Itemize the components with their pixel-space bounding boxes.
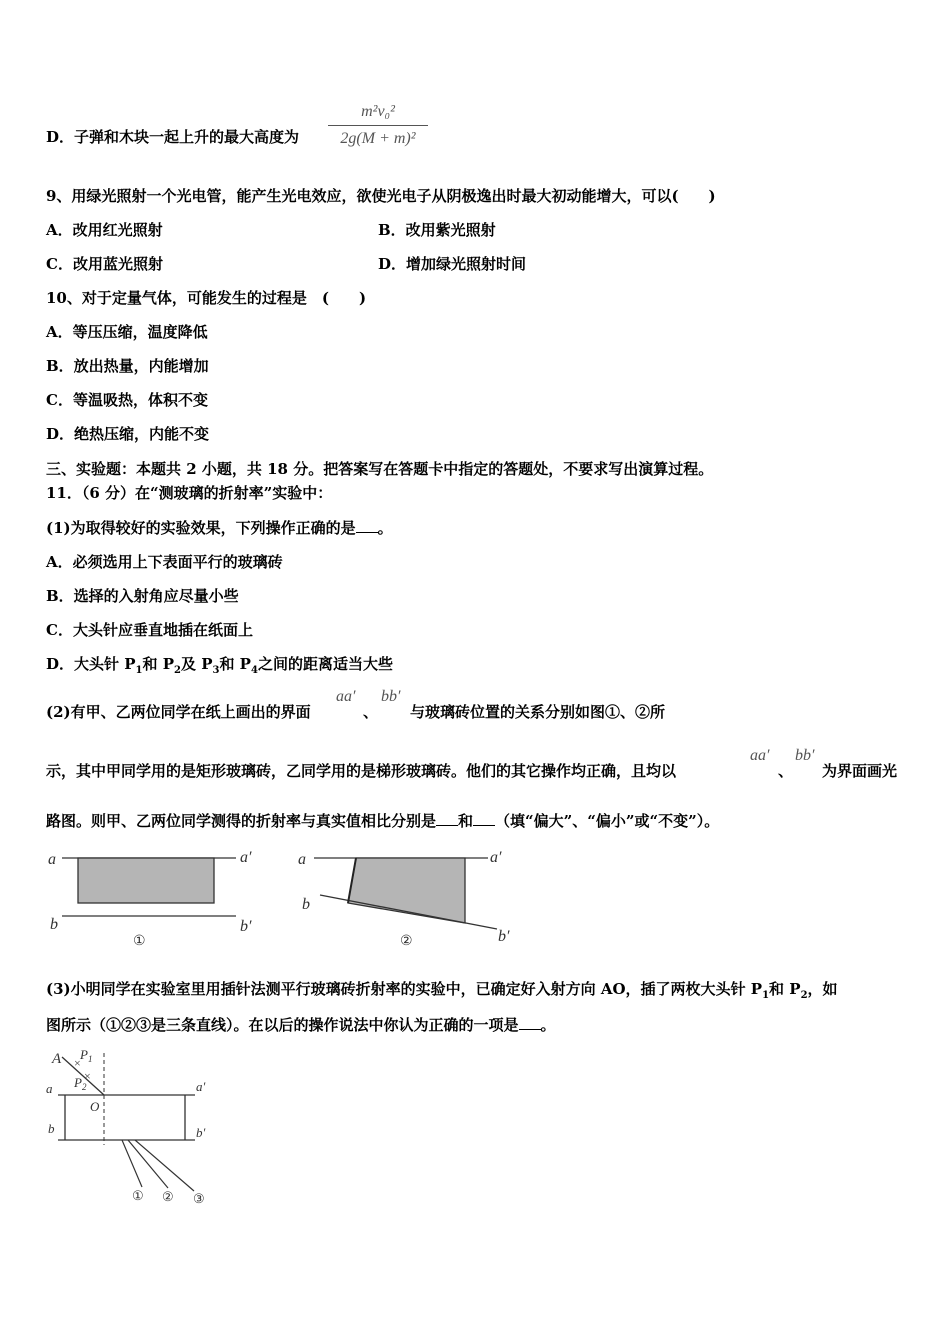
svg-text:×: × bbox=[74, 1056, 81, 1070]
label-a-prime: a′ bbox=[240, 849, 252, 866]
svg-text:P1 bbox=[79, 1047, 92, 1064]
q11-part2-line2b: 为界面画光 bbox=[822, 762, 898, 780]
q9-option-c: C．改用蓝光照射 bbox=[46, 255, 163, 273]
p2-text1: 路图。则甲、乙两位同学测得的折射率与真实值相比分别是 bbox=[46, 812, 437, 830]
q11-part1-option-a: A．必须选用上下表面平行的玻璃砖 bbox=[46, 553, 283, 571]
q11-stem: 11．（6 分）在“测玻璃的折射率”实验中： bbox=[46, 484, 333, 502]
frac-denominator: 2g(M + m)² bbox=[340, 130, 416, 147]
label-b: b bbox=[50, 916, 58, 933]
p2-text2: 和 bbox=[458, 812, 474, 830]
q11-part2-line3 bbox=[46, 810, 719, 832]
label-a: a bbox=[46, 1081, 53, 1096]
q9-stem: 9、用绿光照射一个光电管，能产生光电效应，欲使光电子从阴极逸出时最大初动能增大，可以( ) bbox=[46, 187, 716, 205]
answer-blank-3 bbox=[519, 1015, 541, 1030]
p2-text3: （填“偏大”、“偏小”或“不变”）。 bbox=[495, 812, 720, 830]
label-a-prime: a′ bbox=[196, 1079, 206, 1094]
figure-2-number: ② bbox=[400, 934, 413, 949]
p3-text4: 图所示（①②③是三条直线）。在以后的操作说法中你认为正确的一项是 bbox=[46, 1016, 519, 1034]
label-a: a bbox=[298, 851, 306, 868]
q11-part3-line1 bbox=[46, 978, 838, 1007]
q8-option-d bbox=[46, 126, 299, 148]
q8-fraction bbox=[328, 102, 428, 149]
q11-part2-line2: 示，其中甲同学用的是矩形玻璃砖，乙同学用的是梯形玻璃砖。他们的其它操作均正确，且均以 bbox=[46, 762, 677, 780]
label-a-prime: a′ bbox=[490, 849, 502, 866]
line-1 bbox=[122, 1140, 142, 1187]
label-p1-sub: 1 bbox=[87, 1054, 93, 1064]
circle-3: ③ bbox=[193, 1191, 205, 1206]
sub-2: 2 bbox=[174, 665, 181, 676]
q8-option-d-label: D bbox=[46, 128, 60, 146]
p3-text1: (3)小明同学在实验室里用插针法测平行玻璃砖折射率的实验中，已确定好入射方向 AO，插了两枚大头针 P bbox=[46, 980, 763, 998]
interface-bb: bb′ bbox=[381, 688, 401, 705]
q10-option-a: A．等压压缩，温度降低 bbox=[46, 323, 208, 341]
answer-blank-2 bbox=[473, 811, 495, 826]
period: 。 bbox=[377, 519, 393, 537]
sub-1: 1 bbox=[762, 990, 770, 1001]
interface-aa-2: aa′ bbox=[750, 747, 770, 764]
opt-d-post: 之间的距离适当大些 bbox=[257, 655, 393, 673]
answer-blank bbox=[356, 518, 378, 533]
q11-part2-line1a: (2)有甲、乙两位同学在纸上画出的界面 bbox=[46, 703, 311, 721]
q10-option-c: C．等温吸热，体积不变 bbox=[46, 391, 208, 409]
q10-option-d: D．绝热压缩，内能不变 bbox=[46, 425, 210, 443]
sub-2: 2 bbox=[800, 990, 808, 1001]
q9-option-b: B．改用紫光照射 bbox=[378, 221, 496, 239]
q11-part3-line2 bbox=[46, 1014, 556, 1036]
label-A: A bbox=[52, 1051, 62, 1067]
figures-1-2 bbox=[40, 845, 530, 955]
interface-bb-2: bb′ bbox=[795, 747, 815, 764]
separator: 、 bbox=[363, 703, 379, 721]
svg-text:×: × bbox=[84, 1069, 91, 1083]
label-b-prime: b′ bbox=[196, 1125, 206, 1140]
q8-option-d-text: ．子弹和木块一起上升的最大高度为 bbox=[59, 128, 300, 146]
trapezoid-glass-block bbox=[348, 858, 465, 923]
circle-1: ① bbox=[132, 1188, 144, 1203]
sub-3: 3 bbox=[212, 665, 220, 676]
opt-d-mid2: 及 P bbox=[180, 655, 213, 673]
q11-part2-line1b: 与玻璃砖位置的关系分别如图①、②所 bbox=[410, 703, 666, 721]
frac-numerator: m²v₀² bbox=[361, 103, 395, 120]
label-b: b bbox=[302, 896, 310, 913]
p3-text2: 和 P bbox=[769, 980, 801, 998]
figure-1 bbox=[48, 849, 252, 949]
rect-glass-block bbox=[78, 858, 214, 903]
q11-part1-option-c: C．大头针应垂直地插在纸面上 bbox=[46, 621, 253, 639]
answer-blank-1 bbox=[436, 811, 458, 826]
opt-d-mid1: 和 P bbox=[142, 655, 174, 673]
sub-4: 4 bbox=[250, 665, 258, 676]
figure-2 bbox=[298, 849, 510, 949]
q11-part1-text: (1)为取得较好的实验效果，下列操作正确的是 bbox=[46, 519, 356, 537]
q11-part1-option-b: B．选择的入射角应尽量小些 bbox=[46, 587, 239, 605]
label-b: b bbox=[48, 1121, 55, 1136]
p3-text3: ，如 bbox=[807, 980, 838, 998]
label-O: O bbox=[90, 1099, 100, 1114]
figure-1-number: ① bbox=[133, 934, 146, 949]
label-p2-sub: 2 bbox=[81, 1082, 87, 1092]
q11-part1-stem bbox=[46, 517, 393, 539]
opt-d-mid3: 和 P bbox=[219, 655, 251, 673]
label-b-prime: b′ bbox=[240, 918, 252, 935]
interface-aa: aa′ bbox=[336, 688, 356, 705]
q11-part1-option-d bbox=[46, 653, 393, 682]
q9-option-d: D．增加绿光照射时间 bbox=[378, 255, 527, 273]
label-b-prime: b′ bbox=[498, 928, 510, 945]
q10-stem: 10、对于定量气体，可能发生的过程是 ( ) bbox=[46, 289, 367, 307]
label-p1: P bbox=[80, 1047, 88, 1062]
label-a: a bbox=[48, 851, 56, 868]
period: 。 bbox=[540, 1016, 556, 1034]
section-3-heading: 三、实验题：本题共 2 小题，共 18 分。把答案写在答题卡中指定的答题处，不要求写出演算过程。 bbox=[46, 460, 714, 478]
label-p2: P bbox=[74, 1075, 82, 1090]
opt-d-pre: D．大头针 P bbox=[46, 655, 136, 673]
separator-2: 、 bbox=[778, 762, 794, 780]
sub-1: 1 bbox=[135, 665, 143, 676]
figure-3 bbox=[40, 1045, 230, 1210]
circle-2: ② bbox=[162, 1189, 174, 1204]
q9-option-a: A．改用红光照射 bbox=[46, 221, 163, 239]
q10-option-b: B．放出热量，内能增加 bbox=[46, 357, 209, 375]
